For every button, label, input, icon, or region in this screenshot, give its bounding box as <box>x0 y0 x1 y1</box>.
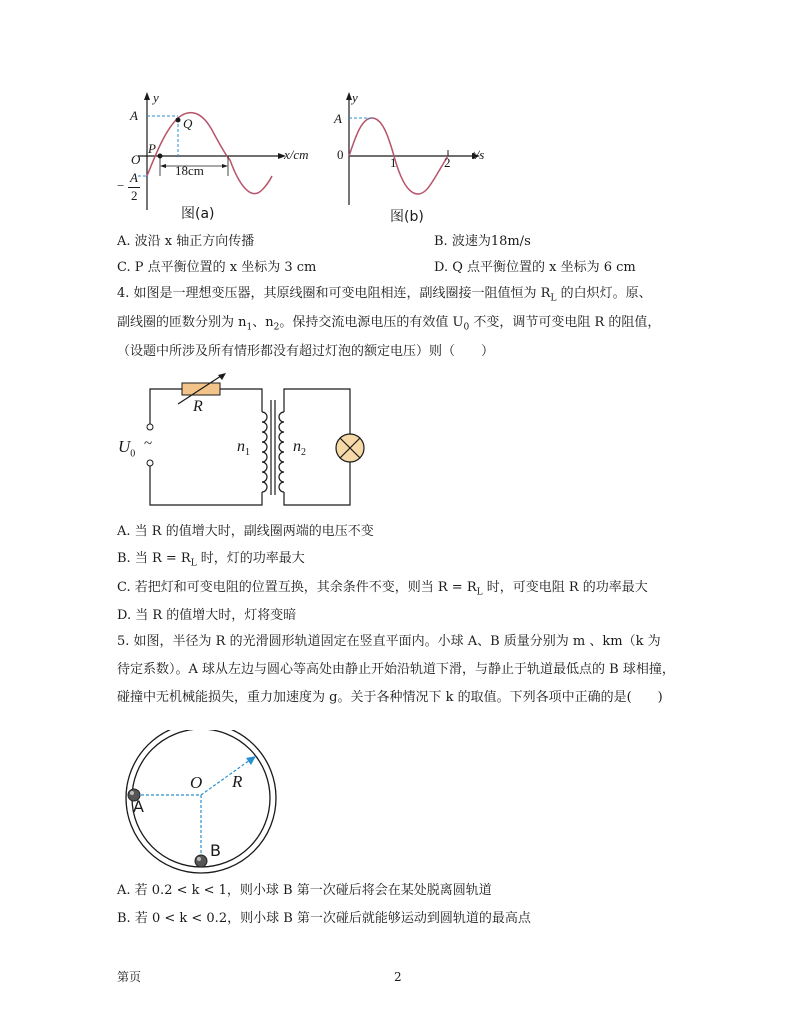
fig-a-y-label: y <box>153 90 159 105</box>
circuit-n2-text: n <box>293 438 301 455</box>
fig-a-negA-num: A <box>130 170 138 185</box>
track-R-label: R <box>232 772 243 791</box>
q4-stem-line2 <box>117 314 660 337</box>
fig-b-zero-label: 0 <box>337 147 344 162</box>
track-A-label: A <box>133 797 144 816</box>
fig-b-tick1: 1 <box>390 155 397 170</box>
q4-line1-end: 的白炽灯。原、 <box>556 286 652 301</box>
q4-opt-b-sub: L <box>190 558 197 569</box>
q4-line1-sub: L <box>550 293 557 304</box>
fig-b-y-label: y <box>352 90 358 105</box>
q4-line2-sub3: 0 <box>463 322 470 333</box>
q4-option-c <box>117 579 648 602</box>
track-O-label: O <box>190 773 203 792</box>
circuit-R-label: R <box>193 398 203 415</box>
fig-a-x-label <box>284 147 309 163</box>
circuit-tilde: ~ <box>144 436 153 452</box>
q4-opt-b-text: B. 当 R = R <box>117 551 191 566</box>
q3-option-b: B. 波速为18m/s <box>434 234 531 249</box>
q3-option-a: A. 波沿 x 轴正方向传播 <box>117 234 255 249</box>
circuit-U-text: U <box>118 437 131 456</box>
q4-option-b <box>117 550 305 573</box>
fig-a-caption: 图(a) <box>181 206 215 222</box>
q4-line1-text: 4. 如图是一理想变压器，其原线圈和可变电阻相连，副线圈接一阻值恒为 R <box>117 286 551 301</box>
q5-option-b: B. 若 0 < k < 0.2，则小球 B 第一次碰后就能够运动到圆轨道的最高点 <box>117 911 531 926</box>
q4-stem-line1 <box>117 285 652 308</box>
q4-line2-c: 。保持交流电源电压的有效值 U <box>279 315 464 330</box>
q3-option-d: D. Q 点平衡位置的 x 坐标为 6 cm <box>434 260 636 275</box>
q4-opt-c-end: 时，可变电阻 R 的功率最大 <box>482 580 648 595</box>
fig-a-P-label: P <box>148 141 156 156</box>
fig-b-A-label: A <box>334 111 342 126</box>
q4-line2-b: 、n <box>252 315 274 330</box>
q4-option-a: A. 当 R 的值增大时，副线圈两端的电压不变 <box>117 524 374 539</box>
circuit-n2-sub: 2 <box>301 447 306 459</box>
fig-a-dist-label: 18cm <box>175 163 204 178</box>
q4-line2-sub1: 1 <box>246 322 253 333</box>
q5-option-a: A. 若 0.2 < k < 1，则小球 B 第一次碰后将会在某处脱离圆轨道 <box>117 883 492 898</box>
q3-option-c: C. P 点平衡位置的 x 坐标为 3 cm <box>117 260 317 275</box>
fig-a-negA-den: 2 <box>131 188 138 203</box>
q4-line2-sub2: 2 <box>273 322 280 333</box>
fig-b-t-label: t/s <box>472 147 485 162</box>
fig-b-tick2: 2 <box>444 155 451 170</box>
q5-stem-line1: 5. 如图，半径为 R 的光滑圆形轨道固定在竖直平面内。小球 A、B 质量分别为 m 、km（k 为 <box>117 634 661 649</box>
circuit-n1-sub: 1 <box>245 447 250 459</box>
q4-opt-c-sub: L <box>476 587 483 598</box>
circuit-U0-label <box>118 437 135 459</box>
q4-opt-b-end: 时，灯的功率最大 <box>196 551 305 566</box>
fig-a-O-label: O <box>131 152 141 167</box>
q4-option-d: D. 当 R 的值增大时，灯将变暗 <box>117 608 297 623</box>
fig-a-x-text: x/cm <box>284 147 309 162</box>
footer-page-number: 2 <box>394 970 402 984</box>
circuit-n1-text: n <box>237 438 245 455</box>
fig-b-caption: 图(b) <box>390 209 424 225</box>
circuit-U-sub: 0 <box>130 448 136 460</box>
track-B-label: B <box>210 841 221 860</box>
q4-line2-a: 副线圈的匝数分别为 n <box>117 315 247 330</box>
circuit-n2-label <box>293 438 306 458</box>
q4-opt-c-text: C. 若把灯和可变电阻的位置互换，其余条件不变，则当 R = R <box>117 580 477 595</box>
footer-left: 第页 <box>117 970 142 984</box>
fig-a-A-label: A <box>130 108 138 123</box>
circuit-n1-label <box>237 438 250 458</box>
q4-stem-line3: （设题中所涉及所有情形都没有超过灯泡的额定电压）则（ ） <box>117 344 495 359</box>
fig-a-neg-sign: − <box>117 178 125 193</box>
fig-a-Q-label: Q <box>183 116 193 131</box>
q5-stem-line3: 碰撞中无机械能损失，重力加速度为 g。关于各种情况下 k 的取值。下列各项中正确的是( ) <box>117 690 663 705</box>
q5-stem-line2: 待定系数）。A 球从左边与圆心等高处由静止开始沿轨道下滑，与静止于轨道最低点的 B 球相撞， <box>117 662 675 677</box>
q4-line2-d: 不变，调节可变电阻 R 的阻值， <box>469 315 661 330</box>
